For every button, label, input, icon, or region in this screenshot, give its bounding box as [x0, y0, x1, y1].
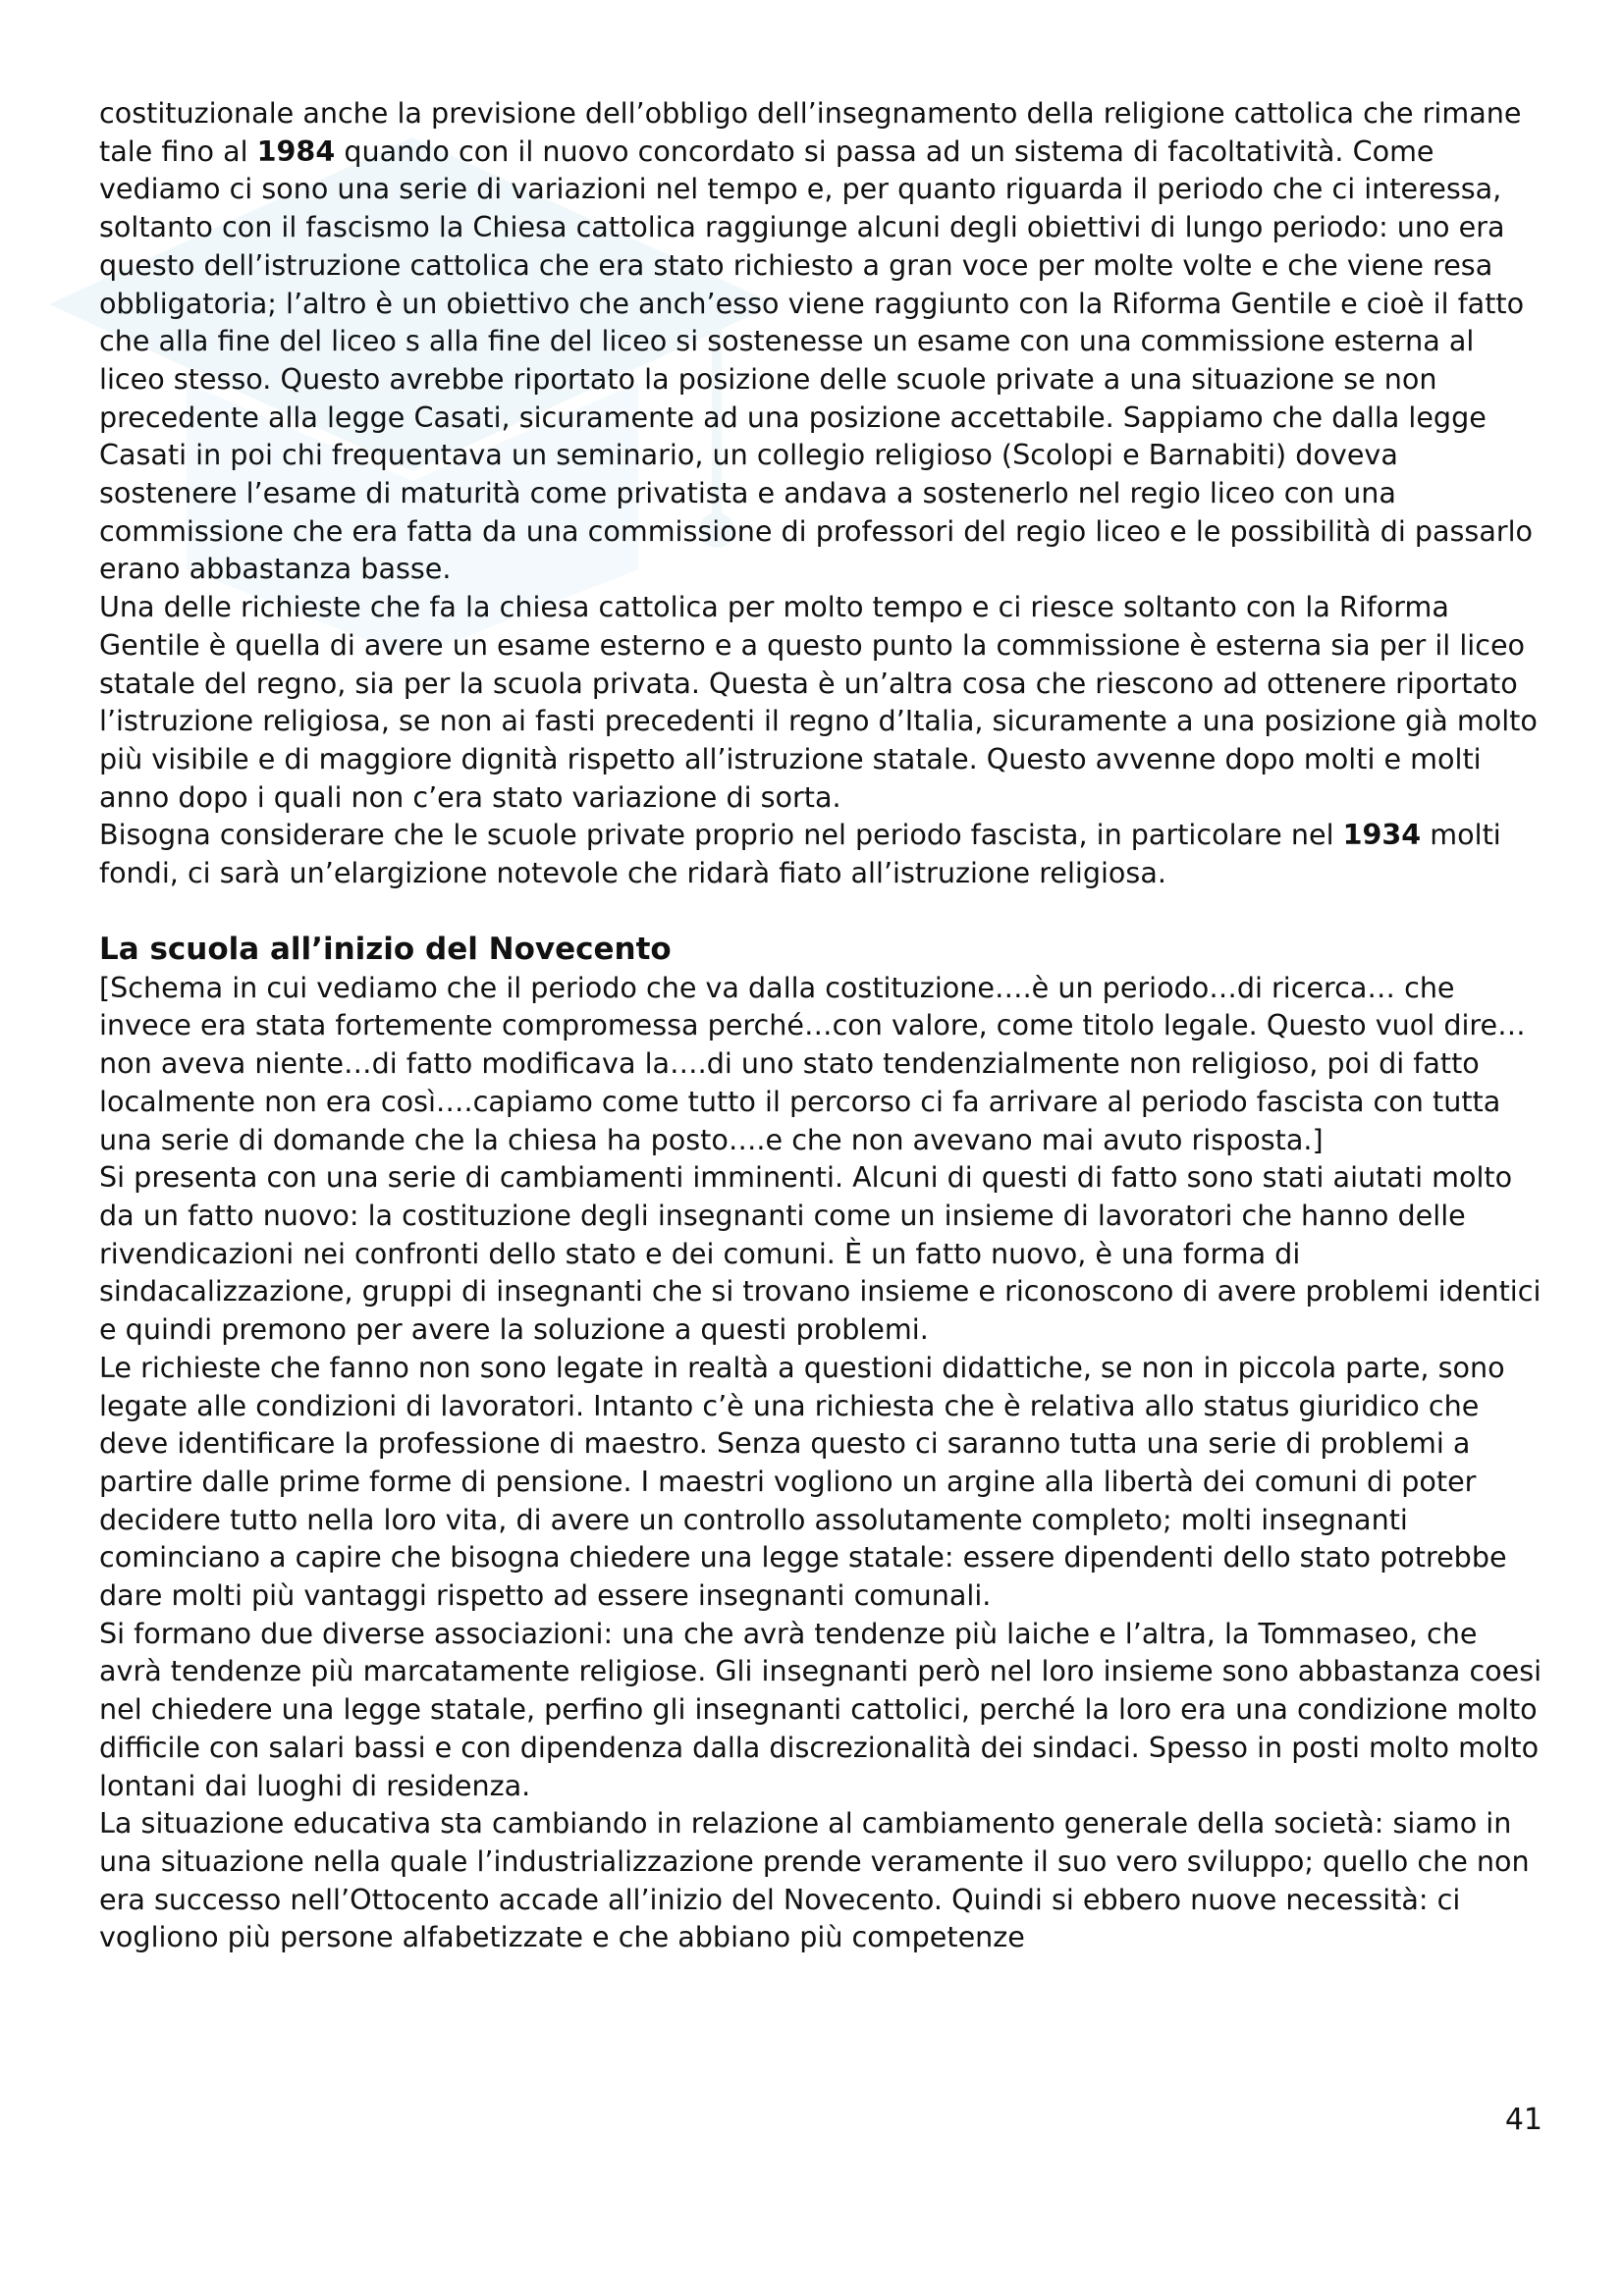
page-number: 41 — [1504, 2103, 1542, 2137]
paragraph-6: Le richieste che fanno non sono legate in realtà a questioni didattiche, se non in piccola parte, sono legate alle condizioni di lavoratori. Intanto c’è una richiesta che è relativa allo status giuridico che deve identificare la professione di maestro. Senza questo ci saranno tutta una serie di problemi a partire dalle prime forme di pensione. I maestri vogliono un argine alla libertà dei comuni di poter decidere tutto nella loro vita, di avere un controllo assolutamente completo; molti insegnanti cominciano a capire che bisogna chiedere una legge statale: essere dipendenti dello stato potrebbe dare molti più vantaggi rispetto ad essere insegnanti comunali. — [99, 1350, 1507, 1613]
paragraph-8: La situazione educativa sta cambiando in relazione al cambiamento generale della società: siamo in una situazione nella quale l’industrializzazione prende veramente il suo vero sviluppo; quello che non era successo nell’Ottocento accade all’inizio del Novecento. Quindi si ebbero nuove necessità: ci vogliono più persone alfabetizzate e che abbiano più competenze — [99, 1806, 1530, 1954]
paragraph-1: costituzionale anche la previsione dell’obbligo dell’insegnamento della religione cattolica che rimane tale fino al 1984 quando con il nuovo concordato si passa ad un sistema di facoltatività. Come vediamo ci sono una serie di variazioni nel tempo e, per quanto riguarda il periodo che ci interessa, soltanto con il fascismo la Chiesa cattolica raggiunge alcuni degli obiettivi di lungo periodo: uno era questo dell’istruzione cattolica che era stato richiesto a gran voce per molte volte e che viene resa obbligatoria; l’altro è un obiettivo che anch’esso viene raggiunto con la Riforma Gentile e cioè il fatto che alla fine del liceo s alla fine del liceo si sostenesse un esame con una commissione esterna al liceo stesso. Questo avrebbe riportato la posizione delle scuole private a una situazione se non precedente alla legge Casati, sicuramente ad una posizione accettabile. Sappiamo che dalla legge Casati in poi chi frequentava un seminario, un collegio religioso (Scolopi e Barnabiti) doveva sostenere l’esame di maturità come privatista e andava a sostenerlo nel regio liceo con una commissione che era fatta da una commissione di professori del regio liceo e le possibilità di passarlo erano abbastanza basse. — [99, 96, 1534, 586]
year-1984: 1984 — [256, 133, 336, 168]
paragraph-5: Si presenta con una serie di cambiamenti imminenti. Alcuni di questi di fatto sono stati aiutati molto da un fatto nuovo: la costituzione degli insegnanti come un insieme di lavoratori che hanno delle rivendicazioni nei confronti dello stato e dei comuni. È un fatto nuovo, è una forma di sindacalizzazione, gruppi di insegnanti che si trovano insieme e riconoscono di avere problemi identici e quindi premono per avere la soluzione a questi problemi. — [99, 1160, 1542, 1347]
year-1934: 1934 — [1342, 818, 1422, 852]
document-body — [99, 94, 1542, 1956]
paragraph-7: Si formano due diverse associazioni: una che avrà tendenze più laiche e l’altra, la Tommaseo, che avrà tendenze più marcatamente religiose. Gli insegnanti però nel loro insieme sono abbastanza coesi nel chiedere una legge statale, perfino gli insegnanti cattolici, perché la loro era una condizione molto difficile con salari bassi e con dipendenza dalla discrezionalità dei sindaci. Spesso in posti molto molto lontani dai luoghi di residenza. — [99, 1616, 1542, 1802]
paragraph-4: [Schema in cui vediamo che il periodo che va dalla costituzione….è un periodo…di ricerca… che invece era stata fortemente compromessa perché…con valore, come titolo legale. Questo vuol dire…non aveva niente…di fatto modificava la….di uno stato tendenzialmente non religioso, poi di fatto localmente non era così….capiamo come tutto il percorso ci fa arrivare al periodo fascista con tutta una serie di domande che la chiesa ha posto….e che non avevano mai avuto risposta.] — [99, 970, 1526, 1156]
section-heading: La scuola all’inizio del Novecento — [99, 931, 672, 967]
paragraph-3: Bisogna considerare che le scuole private proprio nel periodo fascista, in particolare nel 1934 molti fondi, ci sarà un’elargizione notevole che ridarà fiato all’istruzione religiosa. — [99, 818, 1501, 890]
paragraph-2: Una delle richieste che fa la chiesa cattolica per molto tempo e ci riesce soltanto con la Riforma Gentile è quella di avere un esame esterno e a questo punto la commissione è esterna sia per il liceo statale del regno, sia per la scuola privata. Questa è un’altra cosa che riescono ad ottenere riportato l’istruzione religiosa, se non ai fasti precedenti il regno d’Italia, sicuramente a una posizione già molto più visibile e di maggiore dignità rispetto all’istruzione statale. Questo avvenne dopo molti e molti anno dopo i quali non c’era stato variazione di sorta. — [99, 590, 1538, 814]
